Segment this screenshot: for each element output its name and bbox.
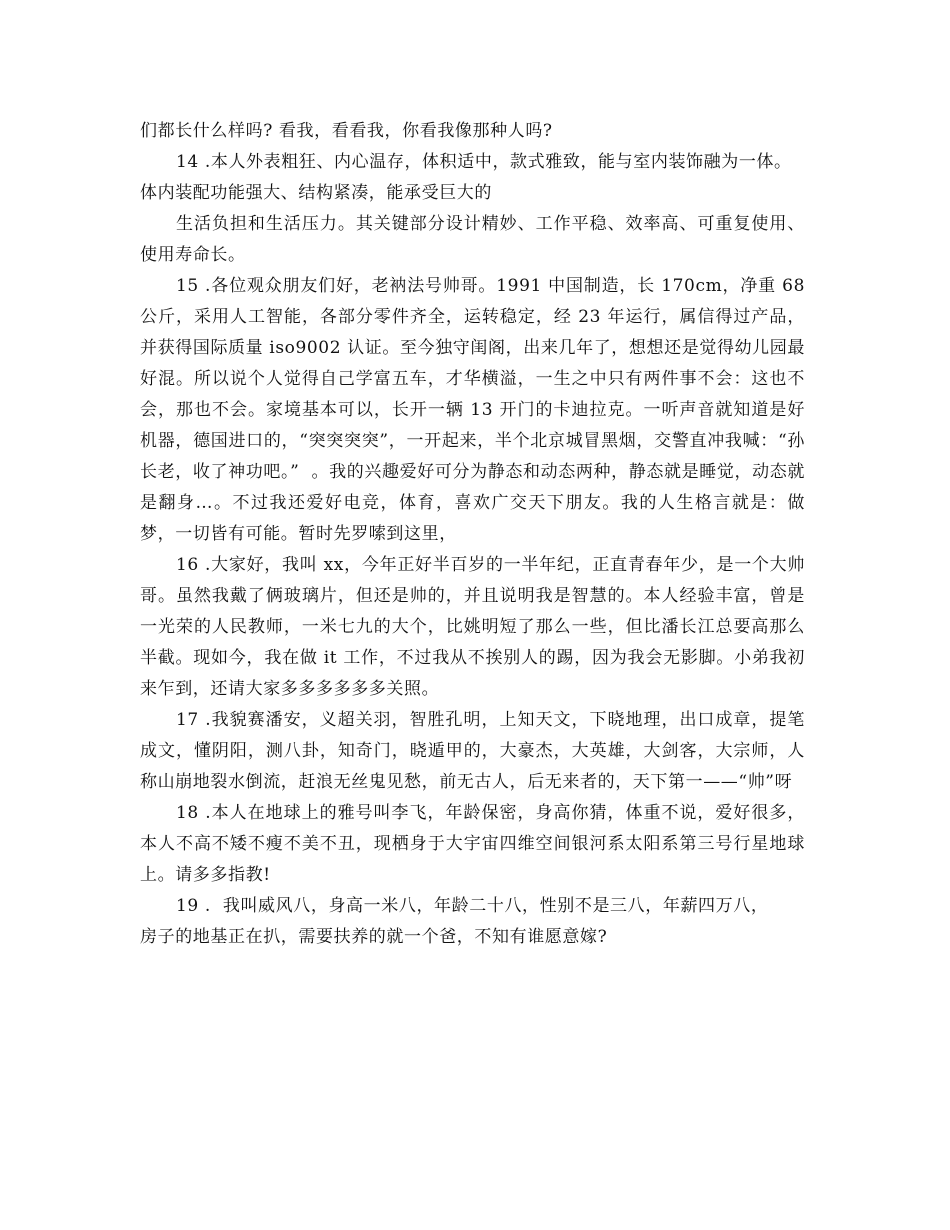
paragraph: 房子的地基正在扒，需要扶养的就一个爸，不知有谁愿意嫁? — [140, 927, 608, 947]
paragraph: 15 .各位观众朋友们好，老衲法号帅哥。1991 中国制造，长 170cm，净重 68 公斤，采用人工智能，各部分零件齐全，运转稳定，经 23 年运行，属信得过产品，并获得国际质量 iso9002 认证。至今独守闺阁，出来几年了，想想还是觉得幼儿园最好混。所以说个人觉得自己学富五车，才华横溢，一生之中只有两件事不会：这也不会，那也不会。家境基本可以，长开一辆 13 开门的卡迪拉克。一听声音就知道是好机器，德国进口的，“突突突突”，一开起来，半个北京城冒黑烟，交警直冲我喊：“孙长老，收了神功吧。” 。我的兴趣爱好可分为静态和动态两种，静态就是睡觉，动态就是翻身…。不过我还爱好电竞，体育，喜欢广交天下朋友。我的人生格言就是：做梦，一切皆有可能。暂时先罗嗦到这里， — [140, 276, 812, 544]
paragraph: 14 .本人外表粗狂、内心温存，体积适中，款式雅致，能与室内装饰融为一体。 — [176, 152, 792, 172]
paragraph: 19 . 我叫威风八，身高一米八，年龄二十八，性别不是三八，年薪四万八， — [176, 896, 769, 916]
paragraph: 18 .本人在地球上的雅号叫李飞，年龄保密，身高你猜，体重不说，爱好很多，本人不高不矮不瘦不美不丑，现栖身于大宇宙四维空间银河系太阳系第三号行星地球上。请多多指教! — [140, 803, 805, 885]
paragraph: 16 .大家好，我叫 xx，今年正好半百岁的一半年纪，正直青春年少，是一个大帅哥。虽然我戴了俩玻璃片，但还是帅的，并且说明我是智慧的。本人经验丰富，曾是一光荣的人民教师，一米七九的大个，比姚明短了那么一些，但比潘长江总要高那么半截。现如今，我在做 it 工作，不过我从不挨别人的踢，因为我会无影脚。小弟我初来乍到，还请大家多多多多多多关照。 — [140, 555, 805, 699]
paragraph: 们都长什么样吗? 看我，看看我，你看我像那种人吗? — [140, 121, 553, 141]
document-body — [140, 116, 812, 953]
paragraph: 生活负担和生活压力。其关键部分设计精妙、工作平稳、效率高、可重复使用、使用寿命长。 — [140, 214, 805, 265]
paragraph: 17 .我貌赛潘安，义超关羽，智胜孔明，上知天文，下晓地理，出口成章，提笔成文，懂阴阳，测八卦，知奇门，晓遁甲的，大豪杰，大英雄，大剑客，大宗师，人称山崩地裂水倒流，赶浪无丝鬼见愁，前无古人，后无来者的，天下第一——“帅”呀 — [140, 710, 805, 792]
paragraph: 体内装配功能强大、结构紧凑，能承受巨大的 — [140, 183, 492, 203]
